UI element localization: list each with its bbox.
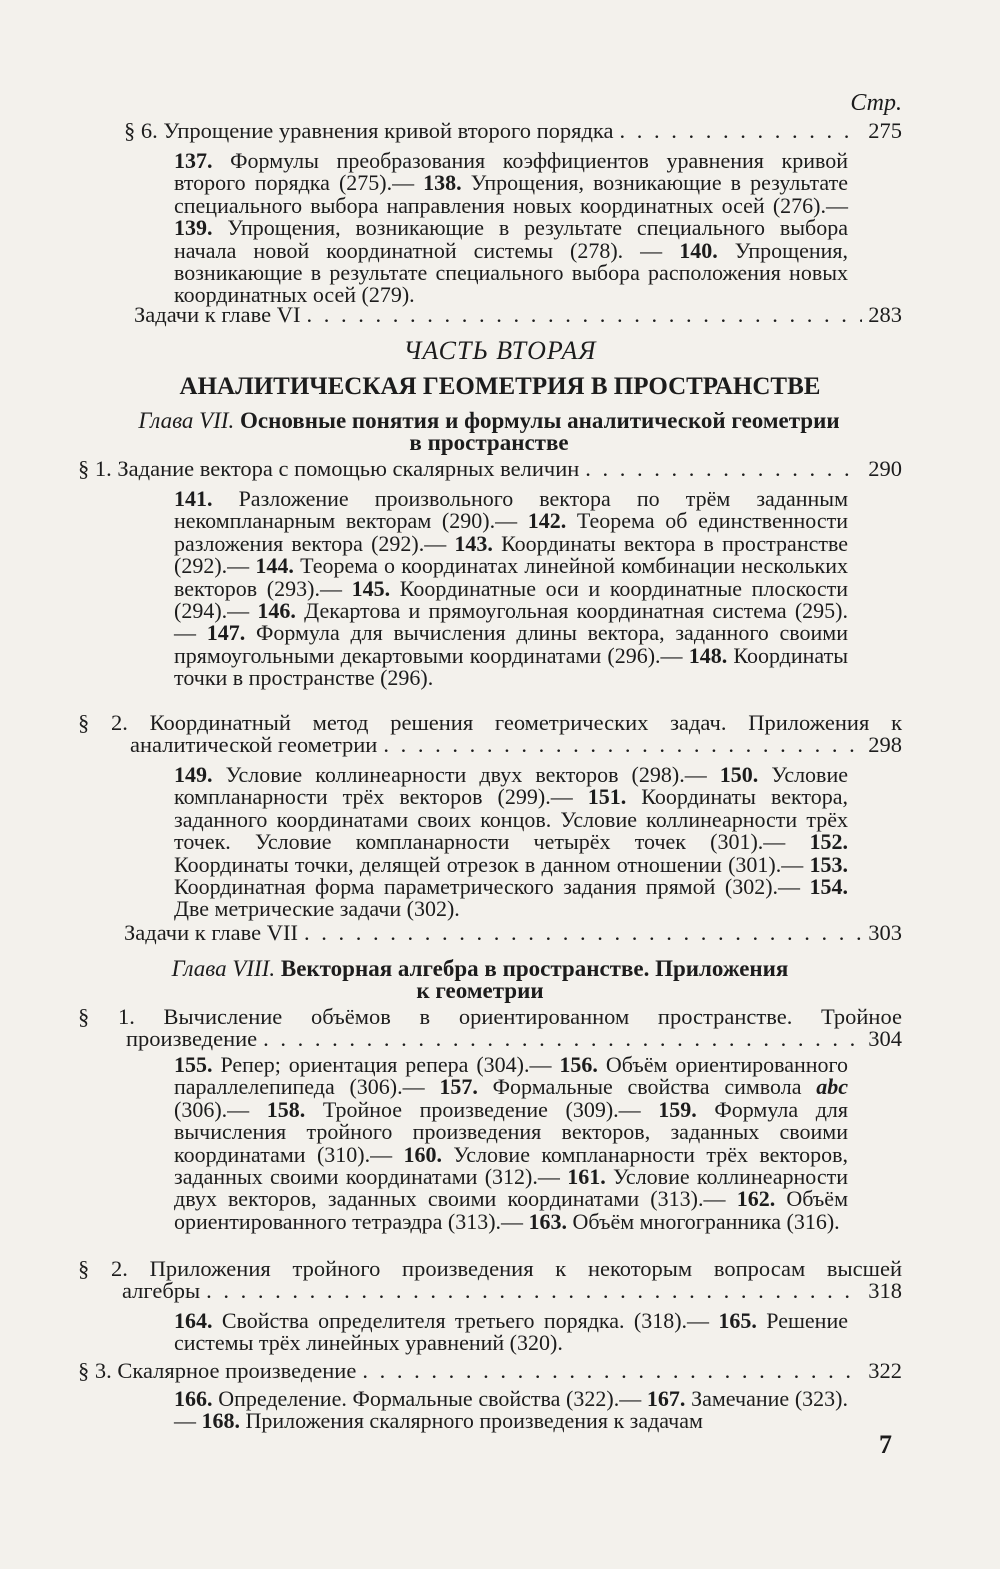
leader-dots xyxy=(620,120,863,142)
toc-entry-label: Задачи к главе VII xyxy=(124,920,298,945)
toc-entry-page: 303 xyxy=(868,920,902,945)
subsection-text: Теорема о координатах линейной комбинации нескольких векторов (293).— xyxy=(174,553,848,601)
subsection-text: Объём многогранника (316). xyxy=(567,1208,840,1234)
page-number: 7 xyxy=(879,1430,892,1459)
subsection-number: 168. xyxy=(201,1408,240,1434)
subsection-text: Приложения скалярного произведения к задачам xyxy=(240,1408,703,1434)
toc-entry-label: Задачи к главе VI xyxy=(134,302,301,327)
chapter-number: Глава VII. xyxy=(138,408,235,433)
subsection-number: 139. xyxy=(174,215,213,241)
chapter-heading-8 xyxy=(100,958,860,1002)
chapter-number: Глава VIII. xyxy=(171,956,276,981)
chapter-title-line1: Основные понятия и формулы аналитической геометрии xyxy=(240,408,840,433)
subsection-text: Замечание (323).— xyxy=(174,1386,848,1434)
leader-dots xyxy=(362,1360,862,1382)
subsection-text: Упрощения, возникающие в результате специального выбора расположения новых координатных осей (279). xyxy=(174,237,849,308)
subsection-number: 158. xyxy=(266,1096,306,1122)
subsection-text: Условие компланарности трёх векторов (299).— xyxy=(174,762,848,810)
subsection-text: Тройное произведение (309).— xyxy=(305,1096,659,1122)
leader-dots xyxy=(263,1028,862,1050)
subsection-number: 159. xyxy=(658,1096,697,1122)
subsection-number: 164. xyxy=(174,1308,213,1333)
subsection-text: Объём ориентированного параллелепипеда (306).— xyxy=(174,1052,848,1100)
toc-entry-page: 322 xyxy=(868,1358,902,1383)
subsection-number: 166. xyxy=(174,1386,213,1411)
subsection-text: Две метрические задачи (302). xyxy=(174,896,460,922)
subsection-text: Теорема об единственности разложения вектора (292).— xyxy=(174,508,848,556)
subsection-text: Координатная форма параметрического задания прямой (302).— xyxy=(174,874,810,900)
toc-entry-label-line1: § 2. Координатный метод решения геометрических задач. Приложения к xyxy=(78,710,902,735)
subsection-number: 152. xyxy=(809,829,848,855)
subsection-text: Формула для вычисления длины вектора, заданного своими прямоугольными декартовыми координатами (296).— xyxy=(174,620,848,668)
subsection-number: 157. xyxy=(439,1074,478,1100)
subsection-number: 147. xyxy=(206,620,246,646)
subsection-text: Формула для вычисления тройного произведения векторов, заданных своими координатами (310).— xyxy=(174,1096,848,1167)
subsection-text: Координаты вектора в пространстве (292).— xyxy=(174,530,849,579)
subsection-number: 144. xyxy=(255,553,294,579)
part-title: ЧАСТЬ ВТОРАЯ xyxy=(403,336,597,365)
subsection-number: 165. xyxy=(718,1308,757,1333)
subsection-text: Координаты вектора, заданного координатами своих концов. Условие коллинеарности трёх точек. Условие компланарности четырёх точек (301).— xyxy=(174,784,848,855)
subsection-text: Координаты точки в пространстве (296). xyxy=(174,642,848,691)
subsection-text: Декартова и прямоугольная координатная система (295).— xyxy=(174,598,848,646)
toc-entry-ch8-s1[interactable] xyxy=(78,1006,902,1050)
subsection-text: Условие коллинеарности двух векторов (298).— xyxy=(212,762,720,787)
subsection-text: Определение. Формальные свойства (322).— xyxy=(212,1386,647,1411)
toc-entry-ch6-s6[interactable] xyxy=(124,120,902,142)
leader-dots xyxy=(383,734,862,756)
subsection-text: Формулы преобразования коэффициентов уравнения кривой второго порядка (275).— xyxy=(174,148,848,196)
subsection-list xyxy=(174,1310,848,1355)
toc-entry-ch7-s2[interactable] xyxy=(78,712,902,756)
subsection-number: 137. xyxy=(174,148,213,173)
subsection-number: 162. xyxy=(736,1186,776,1212)
subsection-text: Объём ориентированного тетраэдра (313).— xyxy=(174,1186,848,1234)
subsection-number: 163. xyxy=(528,1208,568,1234)
subsection-number: 150. xyxy=(719,762,759,787)
subsection-number: 142. xyxy=(527,508,567,534)
leader-dots xyxy=(304,922,862,944)
leader-dots xyxy=(585,458,862,480)
subsection-text: Разложение произвольного вектора по трём заданным некомпланарным векторам (290).— xyxy=(174,486,848,534)
toc-entry-tasks-ch6[interactable] xyxy=(134,304,902,326)
subsection-number: 151. xyxy=(587,784,627,810)
subsection-text: Координатные оси и координатные плоскости (294).— xyxy=(174,575,848,624)
subsection-number: 161. xyxy=(567,1164,606,1190)
subsection-text: Формальные свойства символа xyxy=(477,1074,817,1100)
leader-dots xyxy=(206,1280,862,1302)
subsection-number: 145. xyxy=(351,575,391,601)
toc-entry-label-line2: аналитической геометрии xyxy=(130,732,378,757)
subsection-text: Упрощения, возникающие в результате специального выбора направления новых координатных осей (276).— xyxy=(174,170,849,218)
subsection-list xyxy=(174,764,848,921)
toc-entry-label: § 6. Упрощение уравнения кривой второго порядка xyxy=(124,118,614,143)
toc-entry-tasks-ch7[interactable] xyxy=(124,922,902,944)
book-title: АНАЛИТИЧЕСКАЯ ГЕОМЕТРИЯ В ПРОСТРАНСТВЕ xyxy=(179,373,821,400)
subsection-number: 160. xyxy=(403,1141,442,1167)
toc-entry-page: 290 xyxy=(868,456,902,481)
subsection-list xyxy=(174,1388,848,1433)
subsection-text: Упрощения, возникающие в результате специального выбора начала новой координатной системы (278). — xyxy=(174,215,848,263)
subsection-number: 153. xyxy=(809,851,848,877)
subsection-number: 154. xyxy=(809,874,848,900)
subsection-text: Координаты точки, делящей отрезок в данном отношении (301).— xyxy=(174,851,810,877)
leader-dots xyxy=(306,304,862,326)
toc-entry-ch7-s1[interactable] xyxy=(78,458,902,480)
chapter-title-line1: Векторная алгебра в пространстве. Приложения xyxy=(280,956,789,981)
subsection-list xyxy=(174,488,848,690)
subsection-text: abc xyxy=(816,1074,848,1100)
subsection-number: 143. xyxy=(454,530,493,556)
toc-entry-label: § 1. Задание вектора с помощью скалярных величин xyxy=(78,456,580,481)
chapter-title-line2: к геометрии xyxy=(416,978,544,1003)
subsection-list xyxy=(174,150,848,307)
toc-entry-label-line1: § 2. Приложения тройного произведения к некоторым вопросам высшей xyxy=(78,1256,902,1281)
toc-entry-page: 283 xyxy=(868,302,902,327)
subsection-list xyxy=(174,1054,848,1233)
toc-entry-page: 298 xyxy=(868,732,902,757)
toc-entry-page: 275 xyxy=(868,118,902,143)
toc-entry-ch8-s3[interactable] xyxy=(78,1360,902,1382)
subsection-number: 149. xyxy=(174,762,213,787)
chapter-heading-7 xyxy=(124,410,854,454)
toc-entry-label: § 3. Скалярное произведение xyxy=(78,1358,357,1383)
subsection-text: Условие коллинеарности двух векторов, заданных своими координатами (313).— xyxy=(174,1164,848,1212)
toc-entry-ch8-s2[interactable] xyxy=(78,1258,902,1302)
subsection-text: Репер; ориентация репера (304).— xyxy=(212,1052,560,1077)
subsection-text: (306).— xyxy=(174,1096,267,1122)
subsection-text: Условие компланарности трёх векторов, заданных своими координатами (312).— xyxy=(174,1141,848,1190)
subsection-number: 141. xyxy=(174,486,213,511)
toc-entry-label-line1: § 1. Вычисление объёмов в ориентированном пространстве. Тройное xyxy=(78,1004,902,1029)
subsection-number: 156. xyxy=(559,1052,598,1077)
subsection-number: 148. xyxy=(688,642,728,668)
subsection-text: Свойства определителя третьего порядка. (318).— xyxy=(212,1308,719,1333)
subsection-number: 146. xyxy=(257,598,296,624)
toc-entry-page: 304 xyxy=(868,1026,902,1051)
subsection-number: 155. xyxy=(174,1052,213,1077)
page-column-label: Стр. xyxy=(850,90,902,116)
toc-entry-label-line2: алгебры xyxy=(122,1278,201,1303)
toc-entry-label-line2: произведение xyxy=(126,1026,258,1051)
toc-entry-page: 318 xyxy=(868,1278,902,1303)
chapter-title-line2: в пространстве xyxy=(409,430,569,455)
subsection-number: 167. xyxy=(646,1386,686,1411)
subsection-number: 138. xyxy=(423,170,462,196)
subsection-text: Решение системы трёх линейных уравнений (320). xyxy=(174,1308,848,1356)
subsection-number: 140. xyxy=(679,237,718,263)
